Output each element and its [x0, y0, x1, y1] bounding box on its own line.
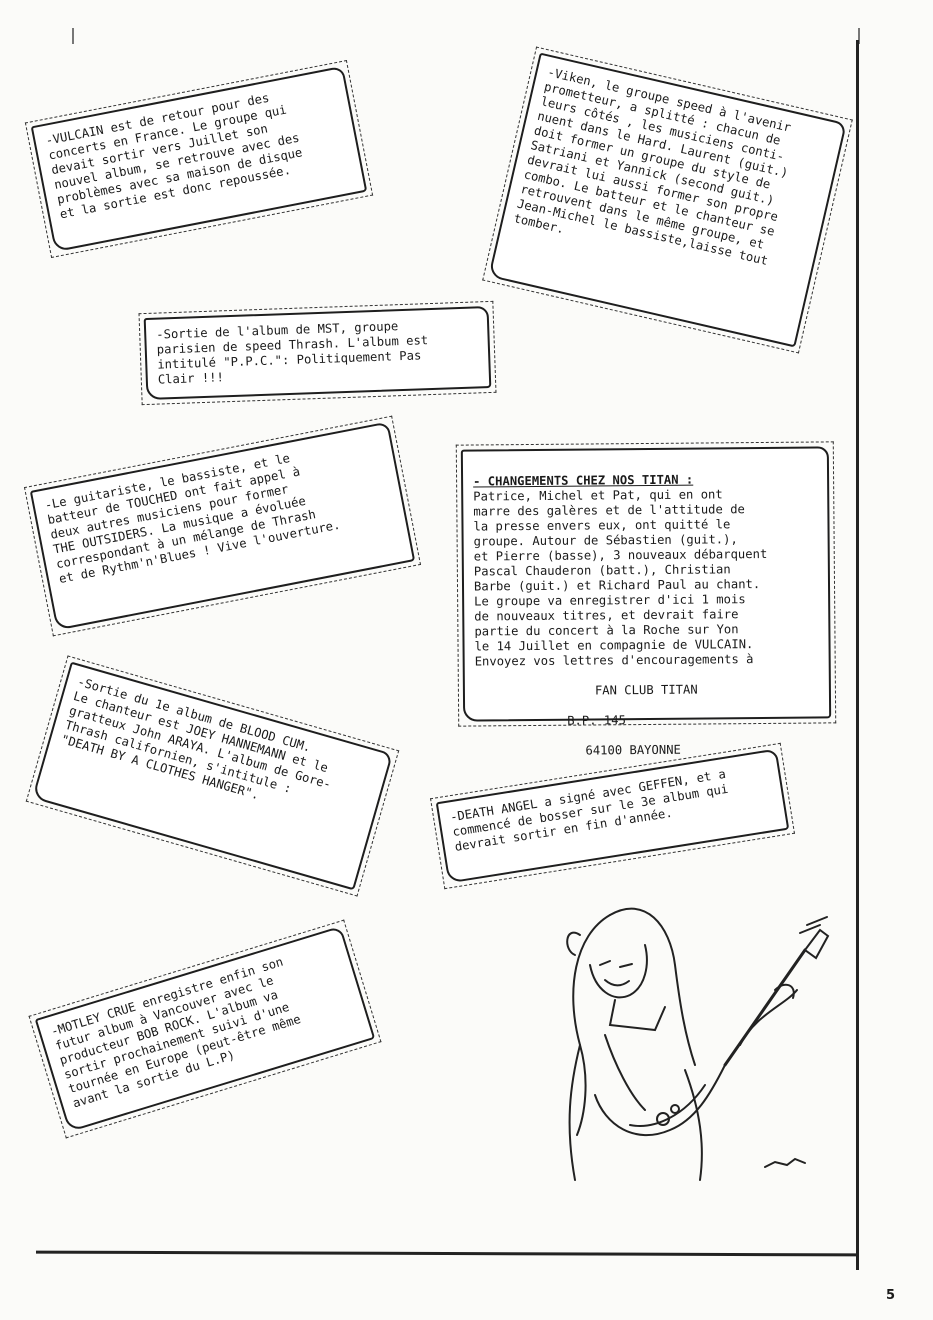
titan-heading: - CHANGEMENTS CHEZ NOS TITAN :: [473, 472, 694, 489]
news-clipping-vulcain: -VULCAIN est de retour pour des concerts en France. Le groupe qui devait sortir vers Juillet son nouvel album, se retrouve avec des problèmes avec sa maison de disque et la sortie est donc repoussée.: [31, 66, 368, 252]
news-clipping-titan: [461, 446, 831, 758]
news-clipping-viken: -Viken, le groupe speed à l'avenir prometteur, a splitté : chacun de leurs côtés , les musiciens conti- nuent dans le Hard. Laurent (guit.) doit former un groupe du style de Satriani et Yannick (second guit.) devrait lui aussi former son propre combo. Le batteur et le chanteur se retrouvent dans le même groupe, et Jean-Michel le bassiste,laisse tout tomber.: [488, 53, 847, 348]
news-clipping-deathangel: -DEATH ANGEL a signé avec GEFFEN, et a commencé de bosser sur le 3e album qui devrait sortir en fin d'année.: [436, 749, 790, 884]
titan-address-line: 64100 BAYONNE: [585, 742, 681, 758]
page-frame-bottom-line: [36, 1251, 858, 1257]
guitarist-drawing: [535, 895, 835, 1185]
page-number: 5: [886, 1288, 896, 1303]
titan-body: Patrice, Michel et Pat, qui en ont marre des galères et de l'attitude de la presse envers eux, ont quitté le groupe. Autour de Sébastien (guit.), et Pierre (basse), 3 nouveaux débarquent Pascal Chauderon (batt.), Christian Barbe (guit.) et Richard Paul au chant. Le groupe va enregistrer d'ici 1 mois de nouveaux titres, et devrait faire partie du concert à la Roche sur Yon le 14 Juillet en compagnie de VULCAIN. Envoyez vos lettres d'encouragements à: [473, 487, 768, 669]
titan-address-line: FAN CLUB TITAN: [594, 682, 698, 698]
news-clipping-motley: -MOTLEY CRUE enregistre enfin son futur album à Vancouver avec le producteur BOB ROCK. L'album va sortir prochainement suivi d'une tournée en Europe (peut-être même avant la sortie du L.P): [35, 926, 376, 1132]
scan-mark: [72, 28, 74, 44]
news-clipping-mst: -Sortie de l'album de MST, groupe parisien de speed Thrash. L'album est intitulé "P.P.C.": Politiquement Pas Clair !!!: [144, 306, 492, 400]
page-frame-right-line: [856, 40, 859, 1270]
titan-address-line: B.P. 145: [567, 713, 626, 728]
news-clipping-bloodcum: -Sortie du 1e album de BLOOD CUM. Le chanteur est JOEY HANNEMANN et le gratteux John ARAYA. L'album de Gore- Thrash californien, s'intitule : "DEATH BY A CLOTHES HANGER".: [32, 662, 393, 891]
news-clipping-touched: -Le guitariste, le bassiste, et le batteur de TOUCHED ont fait appel à deux autres musiciens pour former THE OUTSIDERS. La musique a évoluée correspondant à un mélange de Thrash et de Rythm'n'Blues ! Vive l'ouverture.: [30, 421, 415, 630]
